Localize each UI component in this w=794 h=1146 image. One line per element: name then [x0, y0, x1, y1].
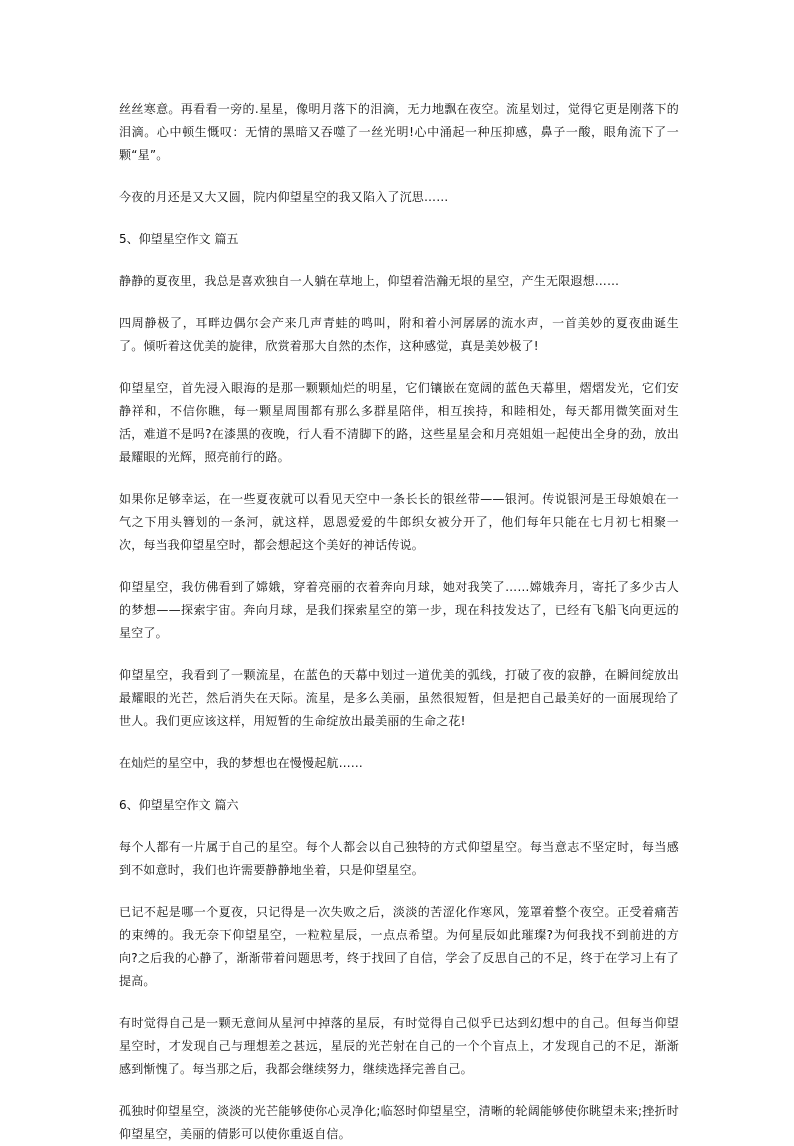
- paragraph: 四周静极了，耳畔边偶尔会产来几声青蛙的鸣叫，附和着小河孱孱的流水声，一首美妙的夏夜曲诞生了。倾听着这优美的旋律，欣赏着那大自然的杰作，这种感觉，真是美妙极了!: [119, 316, 679, 353]
- document-body: [119, 98, 679, 1146]
- paragraph: 仰望星空，我看到了一颗流星，在蓝色的天幕中划过一道优美的弧线，打破了夜的寂静，在瞬间绽放出最耀眼的光芒，然后消失在天际。流星，是多么美丽，虽然很短暂，但是把自己最美好的一面展现给了世人。我们更应该这样，用短暂的生命绽放出最美丽的生命之花!: [119, 668, 679, 728]
- paragraph: 有时觉得自己是一颗无意间从星河中掉落的星辰，有时觉得自己似乎已达到幻想中的自己。但每当仰望星空时，才发现自己与理想差之甚远，星辰的光芒射在自己的一个个盲点上，才发现自己的不足，渐渐感到惭愧了。每当那之后，我都会继续努力，继续选择完善自己。: [119, 1016, 679, 1076]
- paragraph: 已记不起是哪一个夏夜，只记得是一次失败之后，淡淡的苦涩化作寒风，笼罩着整个夜空。正受着痛苦的束缚的。我无奈下仰望星空，一粒粒星辰，一点点希望。为何星辰如此璀璨?为何我找不到前进的方向?之后我的心静了，渐渐带着问题思考，终于找回了自信，学会了反思自己的不足，终于在学习上有了提高。: [119, 905, 679, 988]
- paragraph: 今夜的月还是又大又圆，院内仰望星空的我又陷入了沉思……: [119, 190, 449, 204]
- paragraph: 仰望星空，我仿佛看到了嫦娥，穿着亮丽的衣着奔向月球，她对我笑了……嫦娥奔月，寄托了多少古人的梦想——探索宇宙。奔向月球，是我们探索星空的第一步，现在科技发达了，已经有飞船飞向更远的星空了。: [119, 580, 679, 640]
- section-heading: 5、仰望星空作文 篇五: [119, 232, 239, 246]
- paragraph: 孤独时仰望星空，淡淡的光芒能够使你心灵净化;临怒时仰望星空，清晰的轮阔能够使你眺望未来;挫折时仰望星空，美丽的倩影可以使你重返自信。: [119, 1104, 679, 1141]
- paragraph: 丝丝寒意。再看看一旁的.星星，像明月落下的泪滴，无力地飘在夜空。流星划过，觉得它更是刚落下的泪滴。心中顿生慨叹：无情的黑暗又吞噬了一丝光明!心中涌起一种压抑感，鼻子一酸，眼角流下了一颗“星”。: [119, 102, 679, 162]
- paragraph: 每个人都有一片属于自己的星空。每个人都会以自己独特的方式仰望星空。每当意志不坚定时，每当感到不如意时，我们也许需要静静地坐着，只是仰望星空。: [119, 840, 679, 877]
- paragraph: 在灿烂的星空中，我的梦想也在慢慢起航……: [119, 756, 364, 770]
- paragraph: 仰望星空，首先浸入眼海的是那一颗颗灿烂的明星，它们镶嵌在宽阔的蓝色天幕里，熠熠发光，它们安静祥和，不信你瞧，每一颗星周围都有那么多群星陪伴，相互挨持，和睦相处，每天都用微笑面对生活，难道不是吗?在漆黑的夜晚，行人看不清脚下的路，这些星星会和月亮姐姐一起使出全身的劲，放出最耀眼的光辉，照亮前行的路。: [119, 381, 679, 464]
- paragraph: 静静的夏夜里，我总是喜欢独自一人躺在草地上，仰望着浩瀚无垠的星空，产生无限遐想……: [119, 274, 620, 288]
- paragraph: 如果你足够幸运，在一些夏夜就可以看见天空中一条长长的银丝带——银河。传说银河是王母娘娘在一气之下用头簪划的一条河，就这样，恩恩爱爱的牛郎织女被分开了，他们每年只能在七月初七相聚一次，每当我仰望星空时，都会想起这个美好的神话传说。: [119, 492, 679, 552]
- section-heading: 6、仰望星空作文 篇六: [119, 798, 239, 812]
